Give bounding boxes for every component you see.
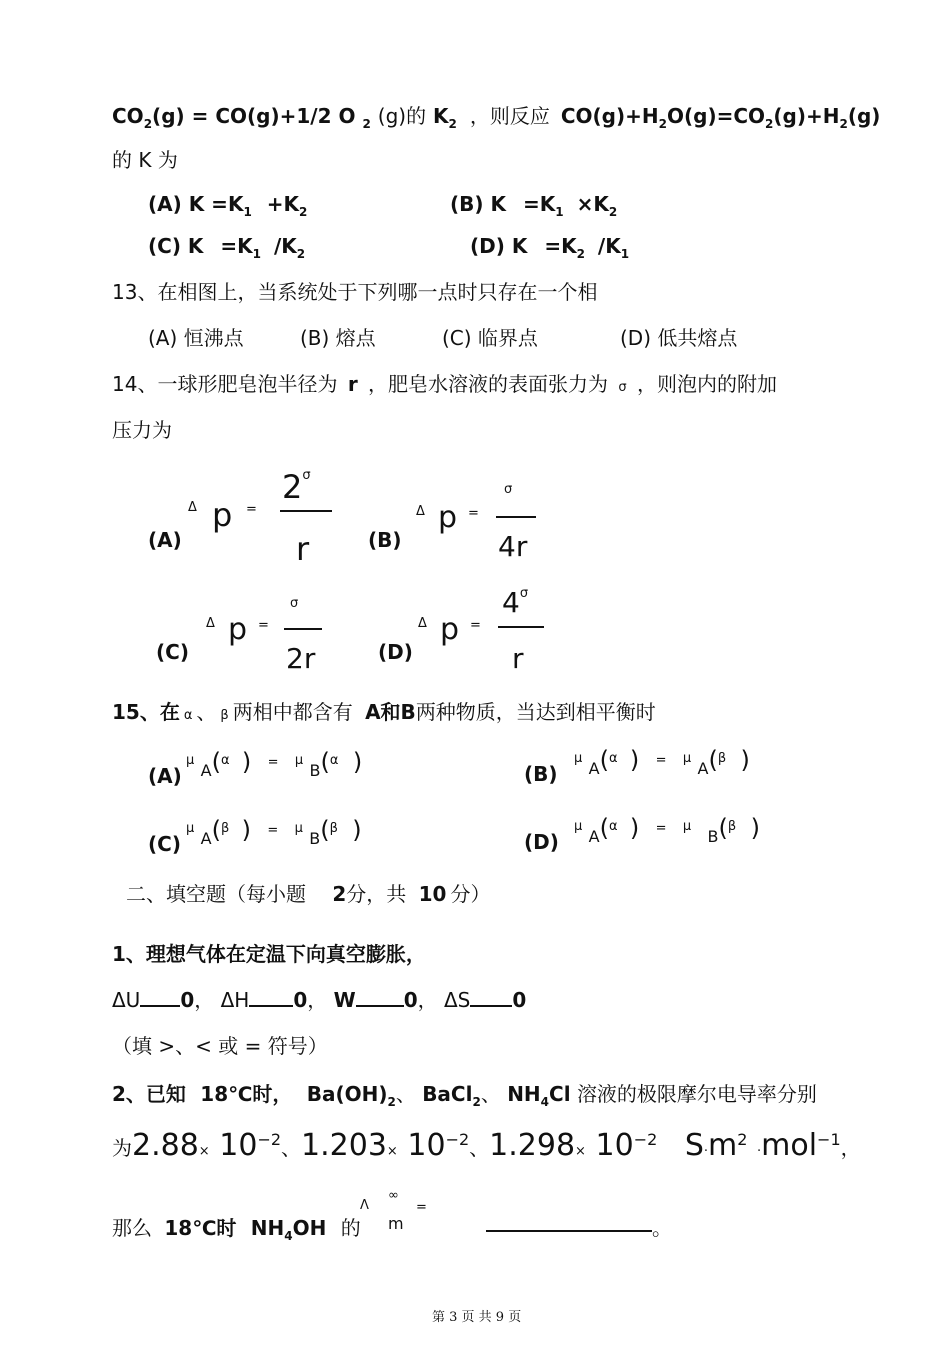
q14-c-num: σ <box>290 596 299 611</box>
q14-a-delta: Δ <box>188 500 197 515</box>
fill2-lambda: Λ <box>360 1198 369 1213</box>
q14-c-delta: Δ <box>206 616 215 631</box>
q14-b-delta: Δ <box>416 504 425 519</box>
q13-option-d[interactable]: (D) 低共熔点 <box>620 326 738 350</box>
q12-option-b[interactable]: (B) $K =K_1 \times K_2$ <box>450 192 618 219</box>
page-footer: 第 3 页 共 9 页 <box>432 1310 522 1325</box>
q15-option-c-formula: $^\mu$ $_A$($^\beta$ ) = $^\mu$ $_B$($^\beta$ ) <box>186 816 362 848</box>
fill1-stem: 1、理想气体在定温下向真空膨胀， <box>112 942 426 966</box>
q14-b-num: σ <box>504 482 513 497</box>
q14-option-c-label[interactable]: (C) <box>156 640 189 664</box>
q14-d-delta: Δ <box>418 616 427 631</box>
q14-a-den: r <box>296 530 310 568</box>
q14-option-a-label[interactable]: (A) <box>148 528 182 552</box>
q14-c-den: 2r <box>286 642 316 675</box>
blank-w[interactable] <box>356 1005 404 1007</box>
q14-d-den: r <box>512 642 524 675</box>
q14-stem-line1: 14、一球形肥皂泡半径为 r ，肥皂水溶液的表面张力为 σ ，则泡内的附加 <box>112 372 778 396</box>
q12-option-c[interactable]: (C) $K =K_1$ $/K_2$ <box>148 234 306 261</box>
q15-option-a-formula: $^\mu$ $_A$($^\alpha$ ) = $^\mu$ $_B$($^\alpha$ ) <box>186 748 363 780</box>
fill1-blanks: ΔU 0， ΔH 0， W 0， ΔS 0 <box>112 988 527 1012</box>
q13-option-c[interactable]: (C) 临界点 <box>442 326 538 350</box>
q14-b-p: p <box>438 500 458 535</box>
q14-option-d-label[interactable]: (D) <box>378 640 413 664</box>
q14-c-eq: = <box>258 618 269 633</box>
fill2-values: 为$2.88\times 10^{-2}$、$1.203\times 10^{-2}$、$1.298\times 10^{-2}$ $S\cdot m^2 \cdot mol^{-1}$， <box>112 1128 861 1163</box>
q14-a-eq: = <box>246 502 257 517</box>
q14-option-b-label[interactable]: (B) <box>368 528 402 552</box>
q15-option-c-label[interactable]: (C) <box>148 832 181 856</box>
q14-d-p: p <box>440 612 460 647</box>
q15-stem: 15、在 α 、 β 两相中都含有 A和B两种物质，当达到相平衡时 <box>112 700 656 724</box>
q14-c-fraction-bar <box>284 628 322 630</box>
q12-line1: $CO_2(g) = CO(g)+1/2$ O $_2$ (g)的 $K_2$ ，则反应 $CO(g)+H_2O(g)=CO_2(g)+H_2(g)$ <box>112 104 881 131</box>
blank-ds[interactable] <box>470 1005 512 1007</box>
q12-line2: 的 K 为 <box>112 148 178 172</box>
q15-option-d-label[interactable]: (D) <box>524 830 559 854</box>
q14-a-num: $2^\sigma$ <box>282 468 311 506</box>
fill2-eq: = <box>416 1200 427 1215</box>
q12-option-d[interactable]: (D) $K =K_2$ $/K_1$ <box>470 234 630 261</box>
q14-b-den: 4r <box>498 530 528 563</box>
blank-du[interactable] <box>140 1005 180 1007</box>
q14-a-fraction-bar <box>280 510 332 512</box>
q13-stem: 13、在相图上，当系统处于下列哪一点时只存在一个相 <box>112 280 598 304</box>
fill2-answer-blank[interactable] <box>486 1230 652 1232</box>
fill2-infinity: ∞ <box>388 1188 399 1203</box>
q14-b-eq: = <box>468 506 479 521</box>
q14-d-eq: = <box>470 618 481 633</box>
q14-b-fraction-bar <box>496 516 536 518</box>
fill2-m-sub: m <box>388 1214 404 1233</box>
q14-d-fraction-bar <box>498 626 544 628</box>
section2-heading: 二、填空题（每小题 2分，共 10 分） <box>126 882 491 906</box>
fill2-question: 那么 18℃时 $NH_4OH$ 的 <box>112 1216 361 1243</box>
q14-c-p: p <box>228 612 248 647</box>
q13-option-b[interactable]: (B) 熔点 <box>300 326 376 350</box>
q15-option-b-formula: $^\mu$ $_A$($^\alpha$ ) = $^\mu$ $_A$($^\beta$ ) <box>574 746 750 778</box>
blank-dh[interactable] <box>249 1005 293 1007</box>
fill2-stem: 2、已知 18℃时， $Ba(OH)_2$、 BaCl$_2$、 $NH_4Cl$ 溶液的极限摩尔电导率分别 <box>112 1082 817 1109</box>
q13-option-a[interactable]: (A) 恒沸点 <box>148 326 244 350</box>
q14-stem-line2: 压力为 <box>112 418 172 442</box>
fill2-period: 。 <box>652 1216 672 1240</box>
q14-d-num: $4^\sigma$ <box>502 586 529 619</box>
fill1-hint: （填 >、< 或 = 符号） <box>112 1034 328 1058</box>
q12-option-a[interactable]: (A) $K =K_1 +K_2$ <box>148 192 308 219</box>
q14-a-p: p <box>212 496 233 534</box>
q15-option-b-label[interactable]: (B) <box>524 762 558 786</box>
q15-option-d-formula: $^\mu$ $_A$($^\alpha$ ) = $^\mu$ $_B$($^\beta$ ) <box>574 814 760 846</box>
q15-option-a-label[interactable]: (A) <box>148 764 182 788</box>
